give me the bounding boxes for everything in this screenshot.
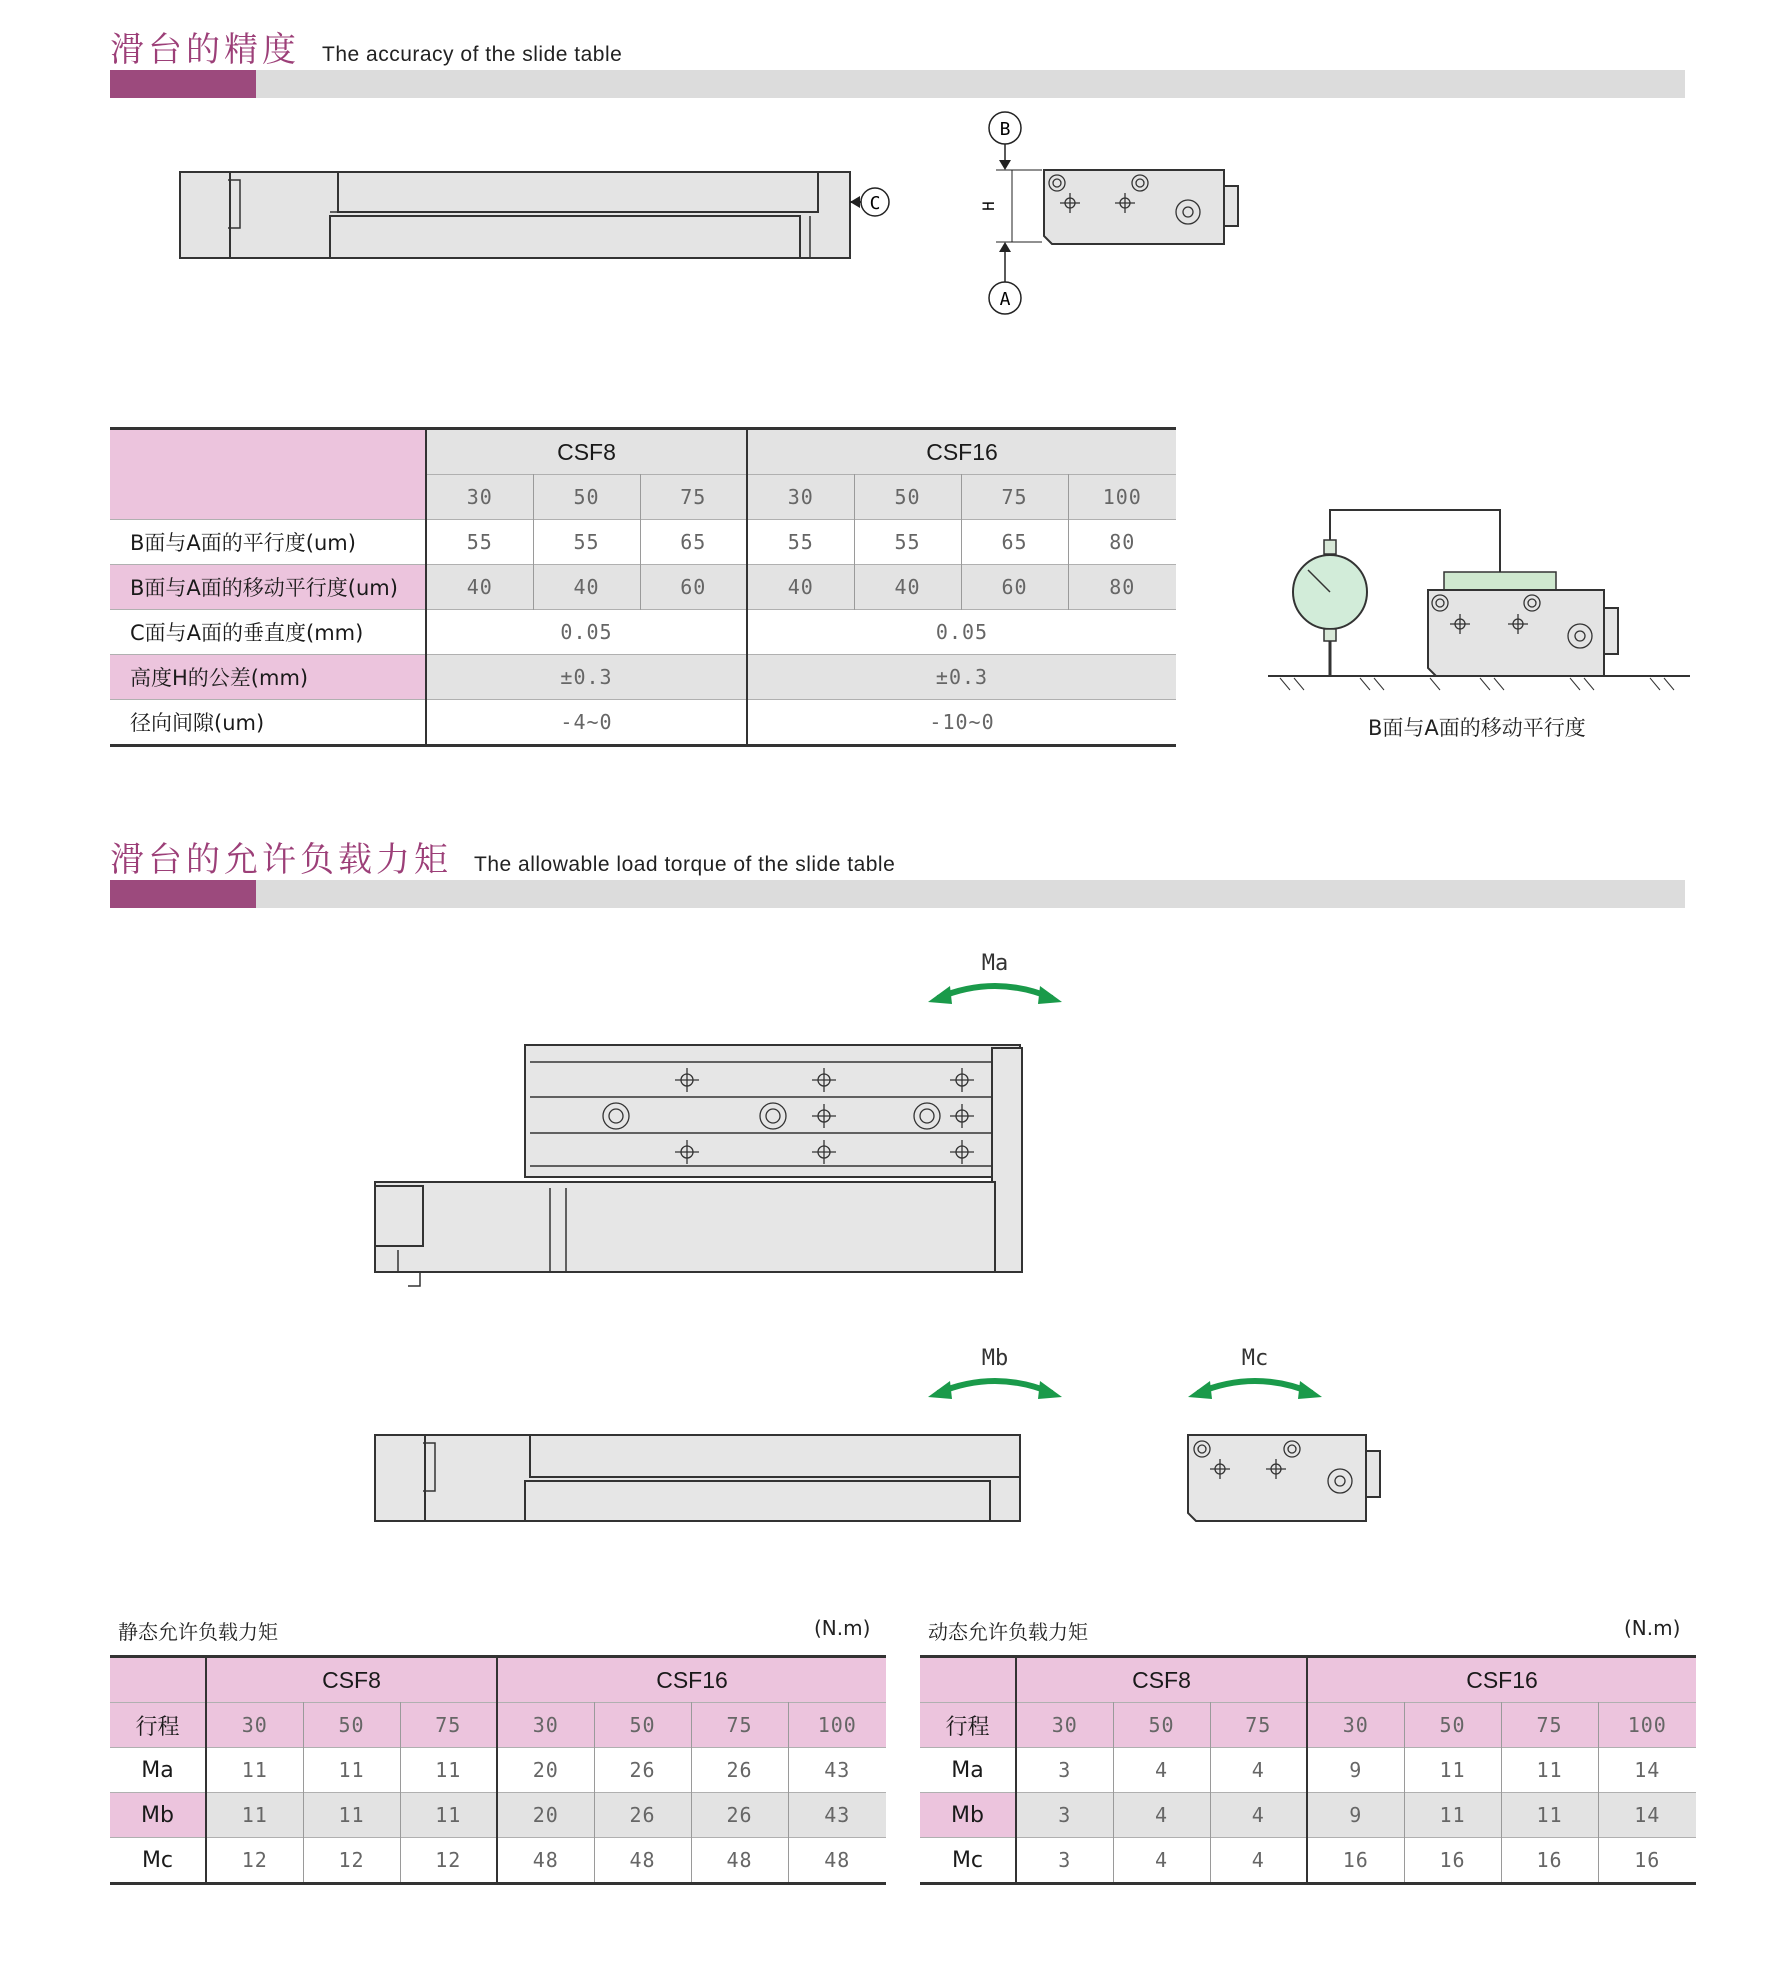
cell: 9 — [1307, 1748, 1404, 1793]
row-label: 径向间隙(um) — [110, 700, 426, 746]
row-label: B面与A面的平行度(um) — [110, 520, 426, 565]
table-header-models — [110, 1657, 886, 1703]
cell: 40 — [426, 565, 533, 610]
label-mc: Mc — [1241, 1346, 1269, 1371]
section-title-en: The accuracy of the slide table — [322, 43, 623, 66]
stroke-cell: 30 — [206, 1703, 303, 1748]
section-divider-bar — [110, 70, 1685, 98]
row-label: C面与A面的垂直度(mm) — [110, 610, 426, 655]
cell: 9 — [1307, 1793, 1404, 1838]
cell: 40 — [747, 565, 854, 610]
cell: 20 — [497, 1793, 594, 1838]
row-label: Mb — [920, 1793, 1016, 1838]
table-row — [110, 520, 1176, 565]
cell: 11 — [206, 1793, 303, 1838]
label-h: H — [979, 201, 998, 211]
stroke-cell: 30 — [497, 1703, 594, 1748]
cell: 26 — [691, 1748, 788, 1793]
slide-table-end-view — [960, 110, 1300, 320]
cell: 14 — [1634, 1758, 1661, 1782]
section-title-cn: 滑台的精度 — [110, 30, 300, 70]
stroke-cell: 100 — [1068, 475, 1176, 520]
stroke-cell: 75 — [400, 1703, 497, 1748]
table-row — [920, 1748, 1696, 1793]
table-corner-cell — [920, 1657, 1016, 1703]
header-csf8: CSF8 — [1016, 1657, 1307, 1703]
torque-mb-diagram — [370, 1335, 1070, 1535]
table-header-strokes — [110, 1703, 886, 1748]
dynamic-torque-table — [920, 1655, 1696, 1885]
table-header-strokes — [920, 1703, 1696, 1748]
cell: 80 — [1068, 565, 1176, 610]
row-label: Ma — [110, 1748, 206, 1793]
section-divider-bar — [110, 880, 1685, 908]
table-row — [110, 610, 1176, 655]
cell: 3 — [1016, 1748, 1113, 1793]
cell: -10~0 — [929, 710, 995, 734]
table-corner-cell — [110, 1657, 206, 1703]
cell: 11 — [1404, 1793, 1501, 1838]
cell: 4 — [1113, 1748, 1210, 1793]
stroke-label: 行程 — [110, 1703, 206, 1748]
stroke-cell: 75 — [961, 475, 1068, 520]
section-title-cn: 滑台的允许负载力矩 — [110, 840, 452, 880]
cell: 11 — [1501, 1793, 1598, 1838]
table-row — [110, 700, 1176, 746]
dial-gauge-diagram — [1260, 500, 1700, 700]
header-csf16: CSF16 — [497, 1657, 886, 1703]
accuracy-table — [110, 427, 1176, 747]
cell: 40 — [533, 565, 640, 610]
stroke-cell: 50 — [854, 475, 961, 520]
stroke-cell: 30 — [426, 475, 533, 520]
cell: 55 — [426, 520, 533, 565]
cell: 3 — [1016, 1793, 1113, 1838]
stroke-cell: 50 — [533, 475, 640, 520]
header-csf16: CSF16 — [1307, 1657, 1696, 1703]
cell: 16 — [1634, 1848, 1661, 1872]
cell: 48 — [497, 1838, 594, 1884]
stroke-cell: 30 — [1016, 1703, 1113, 1748]
row-label: Mb — [110, 1793, 206, 1838]
cell: 60 — [961, 565, 1068, 610]
cell: 40 — [854, 565, 961, 610]
stroke-label: 行程 — [920, 1703, 1016, 1748]
table-row — [110, 1748, 886, 1793]
cell: 12 — [206, 1838, 303, 1884]
header-csf8: CSF8 — [426, 429, 747, 475]
cell: 12 — [400, 1838, 497, 1884]
cell: 55 — [747, 520, 854, 565]
section-accuracy-title — [110, 22, 622, 71]
cell: 0.05 — [935, 620, 989, 644]
table-row — [920, 1793, 1696, 1838]
stroke-cell: 75 — [1210, 1703, 1307, 1748]
section-divider-accent — [110, 70, 256, 98]
torque-mc-diagram — [1180, 1335, 1460, 1535]
static-torque-table — [110, 1655, 886, 1885]
cell: 65 — [961, 520, 1068, 565]
cell: 43 — [824, 1758, 851, 1782]
static-table-caption: 静态允许负载力矩 — [118, 1620, 278, 1644]
cell: 11 — [1404, 1748, 1501, 1793]
cell: 4 — [1113, 1793, 1210, 1838]
cell: 60 — [640, 565, 747, 610]
table-row — [110, 1838, 886, 1884]
static-table-unit: (N.m) — [814, 1616, 871, 1640]
slide-table-side-view — [170, 160, 890, 270]
stroke-cell: 100 — [1598, 1703, 1696, 1748]
cell: 48 — [594, 1838, 691, 1884]
cell: 16 — [1404, 1838, 1501, 1884]
cell: 4 — [1210, 1838, 1307, 1884]
cell: 48 — [691, 1838, 788, 1884]
dynamic-table-caption: 动态允许负载力矩 — [928, 1620, 1088, 1644]
stroke-cell: 30 — [747, 475, 854, 520]
label-ma: Ma — [981, 951, 1009, 976]
stroke-cell: 50 — [1113, 1703, 1210, 1748]
table-header-models — [920, 1657, 1696, 1703]
cell: 26 — [691, 1793, 788, 1838]
cell: 16 — [1501, 1838, 1598, 1884]
row-label: Mc — [920, 1838, 1016, 1884]
table-header-models — [110, 429, 1176, 475]
row-label: B面与A面的移动平行度(um) — [110, 565, 426, 610]
cell: 3 — [1016, 1838, 1113, 1884]
stroke-cell: 100 — [788, 1703, 886, 1748]
cell: 26 — [594, 1793, 691, 1838]
header-csf16: CSF16 — [747, 429, 1176, 475]
cell: 4 — [1113, 1838, 1210, 1884]
torque-ma-diagram — [370, 940, 1070, 1300]
label-a: A — [999, 289, 1011, 310]
table-row — [110, 1793, 886, 1838]
row-label: Mc — [110, 1838, 206, 1884]
cell: 4 — [1210, 1793, 1307, 1838]
cell: 11 — [303, 1793, 400, 1838]
cell: 0.05 — [426, 610, 747, 655]
stroke-cell: 50 — [1404, 1703, 1501, 1748]
cell: 48 — [824, 1848, 851, 1872]
cell: 11 — [206, 1748, 303, 1793]
cell: ±0.3 — [747, 655, 1176, 700]
label-c: C — [869, 193, 881, 214]
stroke-cell: 75 — [691, 1703, 788, 1748]
stroke-cell: 75 — [1501, 1703, 1598, 1748]
cell: 11 — [400, 1748, 497, 1793]
cell: 55 — [533, 520, 640, 565]
header-csf8: CSF8 — [206, 1657, 497, 1703]
cell: 43 — [788, 1793, 886, 1838]
row-label: Ma — [920, 1748, 1016, 1793]
gauge-caption: B面与A面的移动平行度 — [1368, 716, 1586, 740]
label-mb: Mb — [981, 1346, 1009, 1371]
cell: 11 — [400, 1793, 497, 1838]
table-row — [920, 1838, 1696, 1884]
cell: 55 — [854, 520, 961, 565]
cell: 14 — [1598, 1793, 1696, 1838]
stroke-cell: 50 — [303, 1703, 400, 1748]
section-divider-accent — [110, 880, 256, 908]
stroke-cell: 75 — [640, 475, 747, 520]
cell: -4~0 — [426, 700, 747, 746]
dynamic-table-unit: (N.m) — [1624, 1616, 1681, 1640]
stroke-cell: 50 — [594, 1703, 691, 1748]
cell: 12 — [303, 1838, 400, 1884]
section-torque-title — [110, 832, 895, 881]
cell: 65 — [640, 520, 747, 565]
table-corner-cell — [110, 429, 426, 520]
section-title-en: The allowable load torque of the slide table — [474, 853, 896, 876]
cell: 11 — [1501, 1748, 1598, 1793]
cell: 4 — [1210, 1748, 1307, 1793]
label-b: B — [999, 119, 1011, 140]
row-label: 高度H的公差(mm) — [110, 655, 426, 700]
cell: 16 — [1307, 1838, 1404, 1884]
cell: ±0.3 — [426, 655, 747, 700]
cell: 26 — [594, 1748, 691, 1793]
cell: 11 — [303, 1748, 400, 1793]
cell: 20 — [497, 1748, 594, 1793]
table-row — [110, 565, 1176, 610]
table-row — [110, 655, 1176, 700]
stroke-cell: 30 — [1307, 1703, 1404, 1748]
cell: 80 — [1109, 530, 1136, 554]
